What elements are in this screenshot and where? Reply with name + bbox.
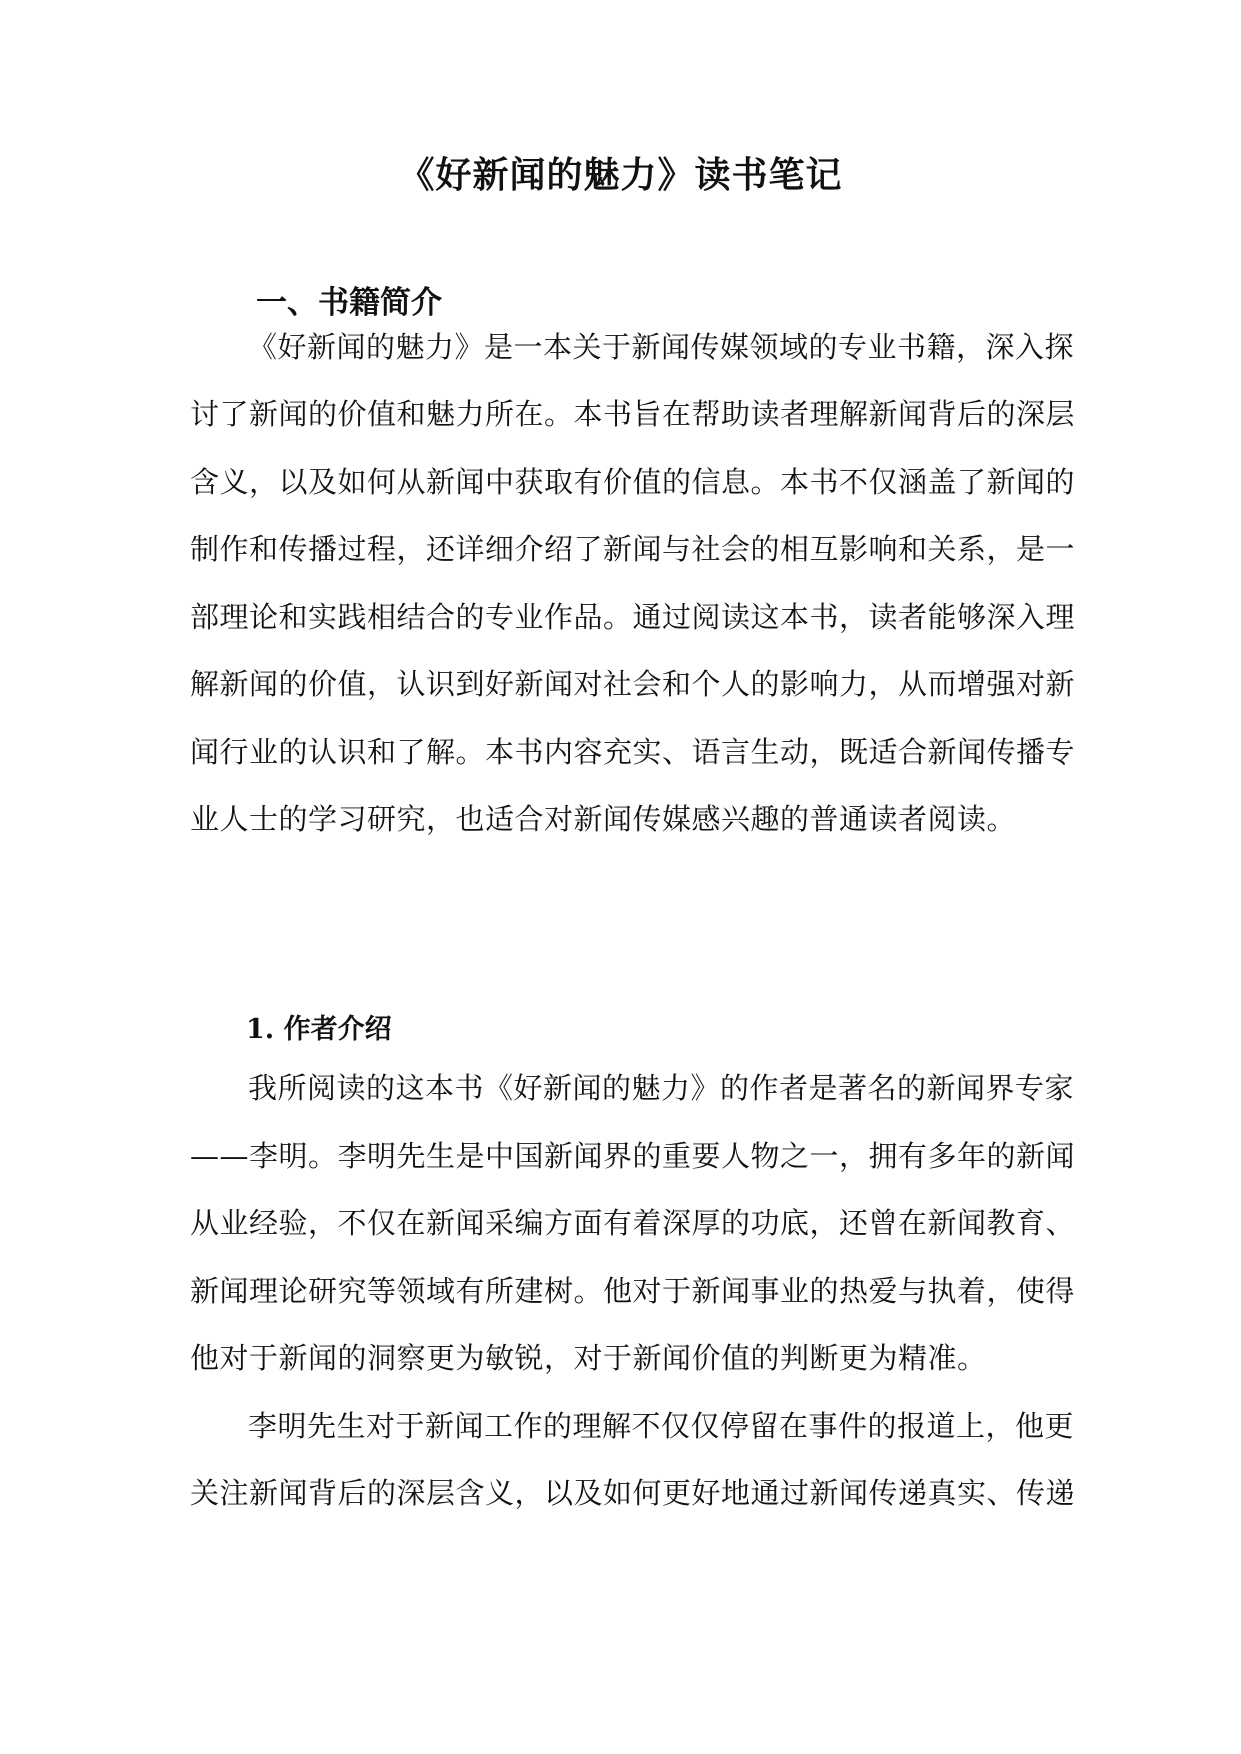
paragraph-line: 讨了新闻的价值和魅力所在。本书旨在帮助读者理解新闻背后的深层 (190, 397, 1076, 431)
paragraph-line: 闻行业的认识和了解。本书内容充实、语言生动，既适合新闻传播专 (190, 735, 1076, 769)
paragraph-line: 我所阅读的这本书《好新闻的魅力》的作者是著名的新闻界专家 (248, 1071, 1075, 1105)
subsection-heading: 1. 作者介绍 (246, 1014, 392, 1045)
paragraph-line: 业人士的学习研究，也适合对新闻传媒感兴趣的普通读者阅读。 (190, 802, 1017, 836)
section-heading: 一、书籍简介 (256, 285, 442, 321)
paragraph-line: 新闻理论研究等领域有所建树。他对于新闻事业的热爱与执着，使得 (190, 1274, 1076, 1308)
paragraph-line: ——李明。李明先生是中国新闻界的重要人物之一，拥有多年的新闻 (190, 1139, 1076, 1173)
paragraph-line: 《好新闻的魅力》是一本关于新闻传媒领域的专业书籍，深入探 (248, 330, 1075, 364)
paragraph-line: 制作和传播过程，还详细介绍了新闻与社会的相互影响和关系，是一 (190, 532, 1076, 566)
paragraph-line: 李明先生对于新闻工作的理解不仅仅停留在事件的报道上，他更 (248, 1409, 1075, 1443)
paragraph-line: 从业经验，不仅在新闻采编方面有着深厚的功底，还曾在新闻教育、 (190, 1206, 1076, 1240)
paragraph-line: 关注新闻背后的深层含义，以及如何更好地通过新闻传递真实、传递 (190, 1476, 1076, 1510)
paragraph-line: 部理论和实践相结合的专业作品。通过阅读这本书，读者能够深入理 (190, 600, 1076, 634)
paragraph-line: 含义，以及如何从新闻中获取有价值的信息。本书不仅涵盖了新闻的 (190, 465, 1076, 499)
document-title: 《好新闻的魅力》读书笔记 (398, 154, 843, 196)
paragraph-line: 他对于新闻的洞察更为敏锐，对于新闻价值的判断更为精准。 (190, 1341, 987, 1375)
paragraph-line: 解新闻的价值，认识到好新闻对社会和个人的影响力，从而增强对新 (190, 667, 1076, 701)
